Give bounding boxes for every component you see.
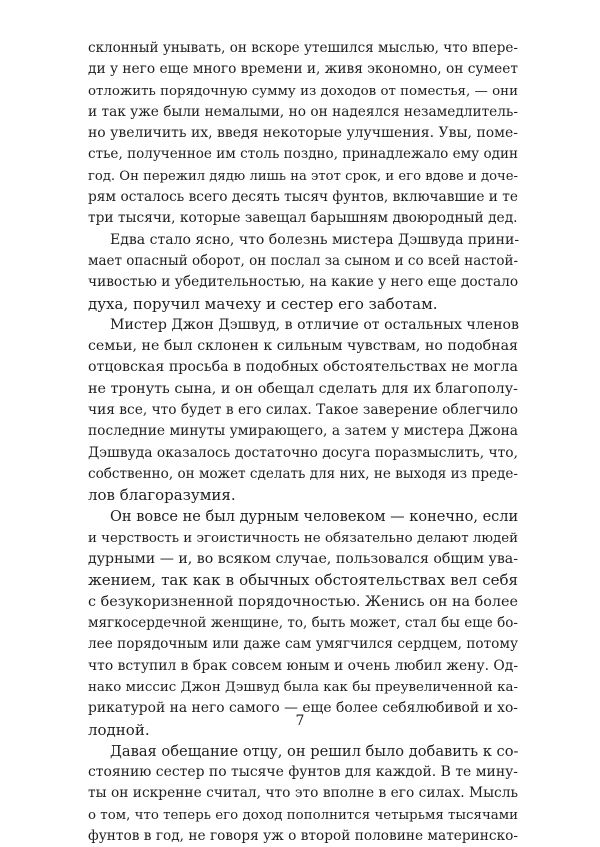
text-line: отложить порядочную сумму из доходов от поместья, — они bbox=[88, 83, 518, 99]
text-line: мягкосердечной женщине, то, быть может, стал бы еще бо- bbox=[88, 615, 518, 632]
text-line: но увеличить их, введя некоторые улучшения. Увы, поме- bbox=[88, 125, 518, 142]
text-line: рям осталось всего десять тысяч фунтов, включавшие и те bbox=[88, 189, 518, 206]
paragraph-1 bbox=[88, 38, 518, 230]
text-line: лее порядочным или даже сам умягчился сердцем, потому bbox=[88, 636, 518, 653]
text-line: лодной. bbox=[88, 720, 150, 739]
text-line: не тронуть сына, и он обещал сделать для их благополу- bbox=[88, 380, 518, 397]
text-line: Мистер Джон Дэшвуд, в отличие от остальных членов bbox=[110, 316, 519, 333]
text-line: ди у него еще много времени и, живя экономно, он сумеет bbox=[88, 61, 518, 78]
text-line: стоянию сестер по тысяче фунтов для каждой. В те мину- bbox=[88, 764, 518, 781]
text-line: Едва стало ясно, что болезнь мистера Дэшвуда прини- bbox=[110, 231, 520, 248]
text-line: отцовская просьба в подобных обстоятельствах не могла bbox=[88, 359, 518, 376]
text-line: духа, поручил мачеху и сестер его заботам. bbox=[88, 294, 438, 313]
page-number: 7 bbox=[295, 713, 305, 729]
text-line: семьи, не был склонен к сильным чувствам, но подобная bbox=[88, 338, 518, 355]
text-line: и так уже были немалыми, но он надеялся незамедлитель- bbox=[88, 103, 518, 120]
text-line: жением, так как в обычных обстоятельствах вел себя bbox=[88, 571, 518, 590]
text-line: мает опасный оборот, он послал за сыном и со всей настой- bbox=[88, 252, 518, 269]
text-line: чия все, что будет в его силах. Такое заверение облегчило bbox=[88, 402, 518, 419]
text-line: чивостью и убедительностью, на какие у него еще достало bbox=[88, 274, 519, 291]
text-line: с безукоризненной порядочностью. Женись он на более bbox=[88, 593, 518, 610]
text-line: Давая обещание отцу, он решил было добавить к со- bbox=[110, 742, 519, 760]
text-line: стье, полученное им столь поздно, принадлежало ему один bbox=[88, 146, 518, 163]
text-line: лов благоразумия. bbox=[88, 486, 236, 505]
paragraph-4 bbox=[88, 507, 518, 741]
text-line: собственно, он может сделать для них, не выходя из преде- bbox=[88, 465, 518, 482]
text-line: фунтов в год, не говоря уж о второй половине материнско- bbox=[88, 827, 518, 844]
paragraph-5 bbox=[88, 741, 518, 847]
text-line: склонный унывать, он вскоре утешился мыслью, что впере- bbox=[88, 40, 518, 56]
text-line: Он вовсе не был дурным человеком — конечно, если bbox=[110, 508, 519, 525]
text-line: Дэшвуда оказалось достаточно досуга поразмыслить, что, bbox=[88, 444, 519, 461]
text-line: нако миссис Джон Дэшвуд была как бы преувеличенной ка- bbox=[88, 679, 518, 695]
text-line: три тысячи, которые завещал барышням двоюродный дед. bbox=[88, 210, 518, 227]
text-line: рикатурой на него самого — еще более себялюбивой и хо- bbox=[88, 700, 518, 717]
paragraph-2 bbox=[88, 230, 518, 315]
text-line: ты он искренне считал, что это вполне в его силах. Мысль bbox=[88, 785, 518, 802]
text-line: последние минуты умирающего, а затем у мистера Джона bbox=[88, 423, 518, 440]
text-line: дурными — и, во всяком случае, пользовался общим ува- bbox=[88, 551, 518, 568]
text-line: год. Он пережил дядю лишь на этот срок, и его вдове и доче- bbox=[88, 168, 518, 184]
text-line: и черствость и эгоистичность не обязательно делают людей bbox=[88, 530, 518, 546]
text-line: что вступил в брак совсем юным и очень любил жену. Од- bbox=[88, 657, 518, 674]
text-line: о том, что теперь его доход пополнится четырьмя тысячами bbox=[88, 807, 518, 823]
paragraph-3 bbox=[88, 315, 518, 507]
